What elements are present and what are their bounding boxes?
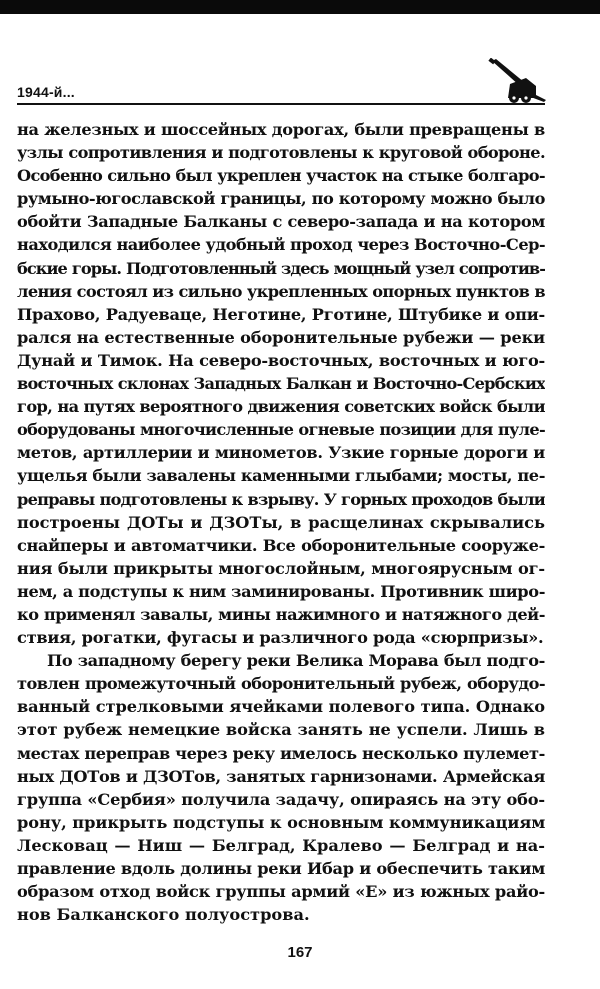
text-line: местах переправ через реку имелось несколько пулемет- xyxy=(17,743,545,763)
text-line: на железных и шоссейных дорогах, были превращены в xyxy=(17,120,545,139)
text-line: реправы подготовлены к взрыву. У горных проходов были xyxy=(17,489,545,509)
text-line: ления состоял из сильно укрепленных опорных пунктов в xyxy=(17,281,545,301)
running-head: 1944-й... xyxy=(17,84,75,100)
text-line: оборудованы многочисленные огневые позиции для пуле- xyxy=(17,420,545,440)
text-line: румыно-югославской границы, по которому можно было xyxy=(17,189,545,209)
page-number: 167 xyxy=(287,944,313,961)
text-line: правление вдоль долины реки Ибар и обеспечить таким xyxy=(17,859,545,878)
paragraph-1 xyxy=(17,118,545,649)
text-line: нов Балканского полуострова. xyxy=(17,905,310,925)
text-line: восточных склонах Западных Балкан и Восточно-Сербских xyxy=(17,374,545,394)
text-line: ко применял завалы, мины нажимного и натяжного дей- xyxy=(17,604,545,624)
text-line: Особенно сильно был укреплен участок на стыке болгаро- xyxy=(17,166,545,186)
text-line: По западному берегу реки Велика Морава был подго- xyxy=(47,651,545,671)
artillery-gun-icon xyxy=(486,58,546,104)
text-line: построены ДОТы и ДЗОТы, в расщелинах скрывались xyxy=(17,512,545,532)
text-line: находился наиболее удобный проход через Восточно-Сер- xyxy=(17,235,545,255)
text-line: ущелья были завалены каменными глыбами; мосты, пе- xyxy=(17,466,545,486)
text-line: обойти Западные Балканы с северо-запада и на котором xyxy=(17,212,545,232)
text-line: Прахово, Радуеваце, Неготине, Рготине, Штубике и опи- xyxy=(17,304,545,324)
paragraph-2 xyxy=(17,649,545,926)
text-line: Лесковац — Ниш — Белград, Кралево — Белград и на- xyxy=(17,835,545,855)
text-line: ванный стрелковыми ячейками полевого типа. Однако xyxy=(17,697,545,717)
text-line: ния были прикрыты многослойным, многоярусным ог- xyxy=(17,558,545,578)
text-line: бские горы. Подготовленный здесь мощный узел сопротив- xyxy=(17,258,545,278)
text-line: товлен промежуточный оборонительный рубеж, оборудо- xyxy=(17,674,545,694)
text-line: узлы сопротивления и подготовлены к круговой обороне. xyxy=(17,143,545,163)
header-rule xyxy=(17,103,545,105)
text-line: ных ДОТов и ДЗОТов, занятых гарнизонами. Армейская xyxy=(17,766,545,786)
text-line: метов, артиллерии и минометов. Узкие горные дороги и xyxy=(17,443,545,463)
text-line: гор, на путях вероятного движения советских войск были xyxy=(17,397,545,417)
top-dark-band xyxy=(0,0,600,14)
text-line: образом отход войск группы армий «Е» из южных райо- xyxy=(17,882,545,902)
text-line: снайперы и автоматчики. Все оборонительные сооруже- xyxy=(17,535,545,555)
text-line: этот рубеж немецкие войска занять не успели. Лишь в xyxy=(17,720,545,740)
body-text xyxy=(17,118,545,926)
text-line: ствия, рогатки, фугасы и различного рода «сюрпризы». xyxy=(17,628,544,648)
text-line: рался на естественные оборонительные рубежи — реки xyxy=(17,327,545,347)
text-line: рону, прикрыть подступы к основным коммуникациям xyxy=(17,812,545,832)
text-line: группа «Сербия» получила задачу, опираясь на эту обо- xyxy=(17,789,545,809)
text-line: нем, а подступы к ним заминированы. Противник широ- xyxy=(17,581,545,601)
text-line: Дунай и Тимок. На северо-восточных, восточных и юго- xyxy=(17,350,545,370)
